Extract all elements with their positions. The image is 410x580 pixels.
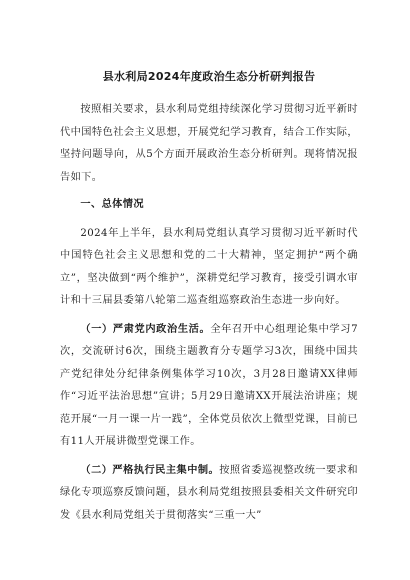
item-2-lead: （二）严格执行民主集中制。 <box>80 464 220 476</box>
document-title: 县水利局2024年度政治生态分析研判报告 <box>102 70 316 83</box>
section-heading-overview: 一、总体情况 <box>80 199 144 210</box>
item-2-body: 按照省委巡视整改统一要求和绿化专项巡察反馈问题，县水利局党组按照县委相关文件研究印发《县水利局党组关于贯彻落实“三重一大” <box>60 464 359 521</box>
item-1-paragraph <box>60 319 358 454</box>
overview-paragraph: 2024年上半年，县水利局党组认真学习贯彻习近平新时代中国特色社会主义思想和党的二十大精神，坚定拥护“两个确立”，坚决做到“两个维护”，深耕党纪学习教育，接受引调水审计和十三届县委第八轮第二巡查组巡察政治生态进一步向好。 <box>60 227 358 306</box>
intro-paragraph: 按照相关要求，县水利局党组持续深化学习贯彻习近平新时代中国特色社会主义思想，开展党纪学习教育，结合工作实际，坚持问题导向，从5个方面开展政治生态分析研判。现将情况报告如下。 <box>60 104 358 183</box>
item-2-paragraph <box>60 460 358 528</box>
item-1-lead: （一）严肃党内政治生活。 <box>80 323 211 335</box>
item-1-body: 全年召开中心组理论集中学习7次，交流研讨6次，围绕主题教育分专题学习3次，围绕中国共产党纪律处分纪律条例集体学习10次，3月28日邀请XX律师作“习近平法治思想”宣讲；5月29日邀请XX开展法治讲座；规范开展“一月一课一片一践”，全体党员依次上微型党课，目前已有11人开展讲微型党课工作。 <box>60 323 358 447</box>
